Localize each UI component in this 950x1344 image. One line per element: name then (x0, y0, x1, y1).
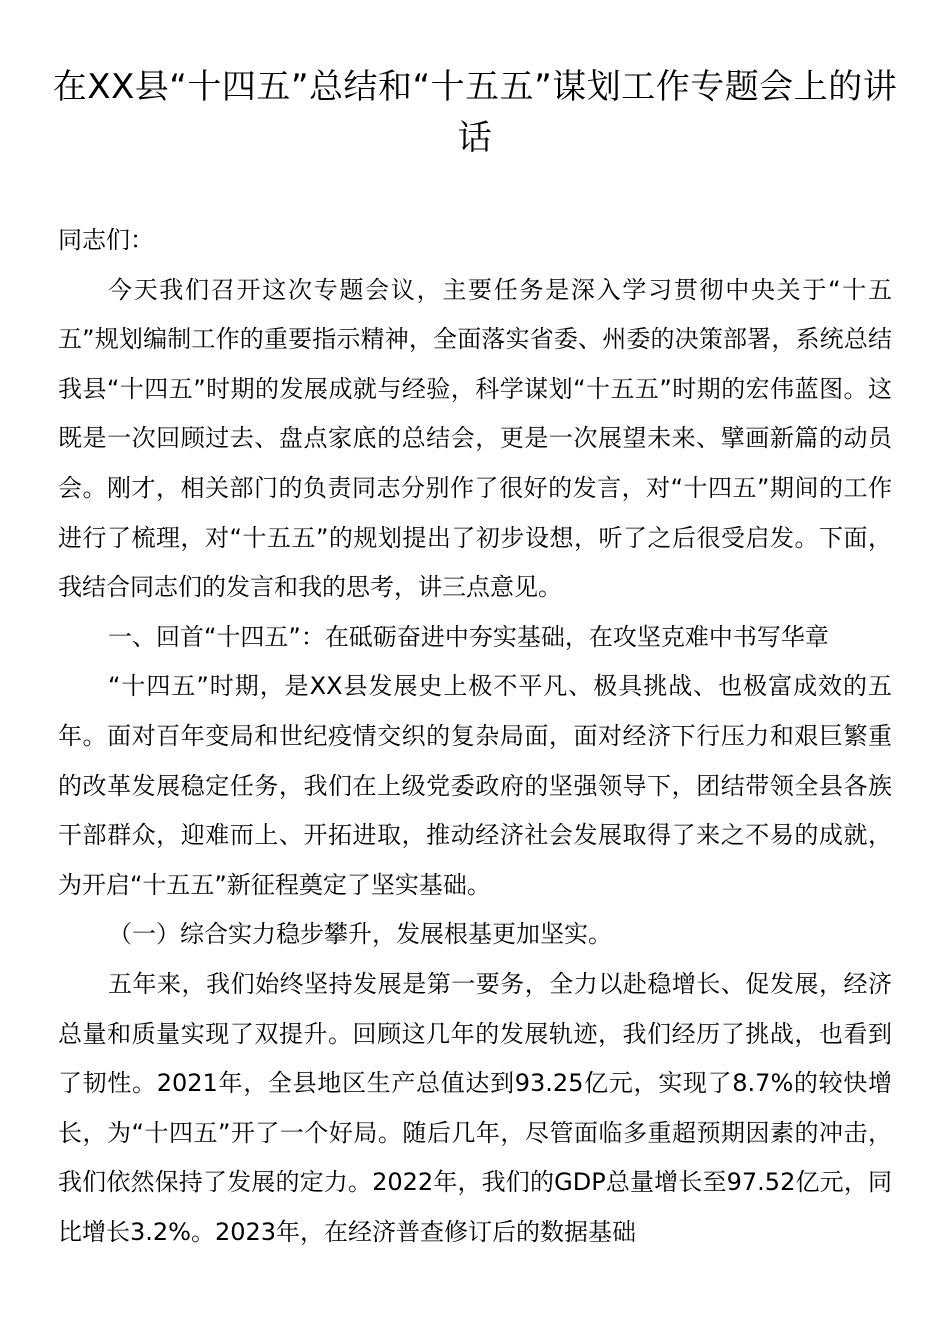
section-heading-1: 一、回首“十四五”：在砥砺奋进中夯实基础，在攻坚克难中书写华章 (108, 622, 829, 651)
paragraph-section-1: “十四五”时期，是XX县发展史上极不平凡、极具挑战、也极富成效的五年。面对百年变局和世纪疫情交织的复杂局面，面对经济下行压力和艰巨繁重的改革发展稳定任务，我们在上级党委政府的坚强领导下，团结带领全县各族干部群众，迎难而上、开拓进取，推动经济社会发展取得了来之不易的成就，为开启“十五五”新征程奠定了坚实基础。 (58, 672, 892, 899)
salutation: 同志们： (58, 226, 154, 254)
paragraph-subsection-1: 五年来，我们始终坚持发展是第一要务，全力以赴稳增长、促发展，经济总量和质量实现了双提升。回顾这几年的发展轨迹，我们经历了挑战，也看到了韧性。2021年，全县地区生产总值达到93.25亿元，实现了8.7%的较快增长，为“十四五”开了一个好局。随后几年，尽管面临多重超预期因素的冲击，我们依然保持了发展的定力。2022年，我们的GDP总量增长至97.52亿元，同比增长3.2%。2023年，在经济普查修订后的数据基础 (58, 969, 892, 1246)
document-body (58, 216, 892, 1257)
paragraph-intro: 今天我们召开这次专题会议，主要任务是深入学习贯彻中央关于“十五五”规划编制工作的重要指示精神，全面落实省委、州委的决策部署，系统总结我县“十四五”时期的发展成就与经验，科学谋划“十五五”时期的宏伟蓝图。这既是一次回顾过去、盘点家底的总结会，更是一次展望未来、擘画新篇的动员会。刚才，相关部门的负责同志分别作了很好的发言，对“十四五”期间的工作进行了梳理，对“十五五”的规划提出了初步设想，听了之后很受启发。下面，我结合同志们的发言和我的思考，讲三点意见。 (58, 275, 892, 602)
document-title: 在XX县“十四五”总结和“十五五”谋划工作专题会上的讲话 (52, 67, 898, 158)
subsection-heading-1: （一）综合实力稳步攀升，发展根基更加坚实。 (108, 920, 612, 949)
